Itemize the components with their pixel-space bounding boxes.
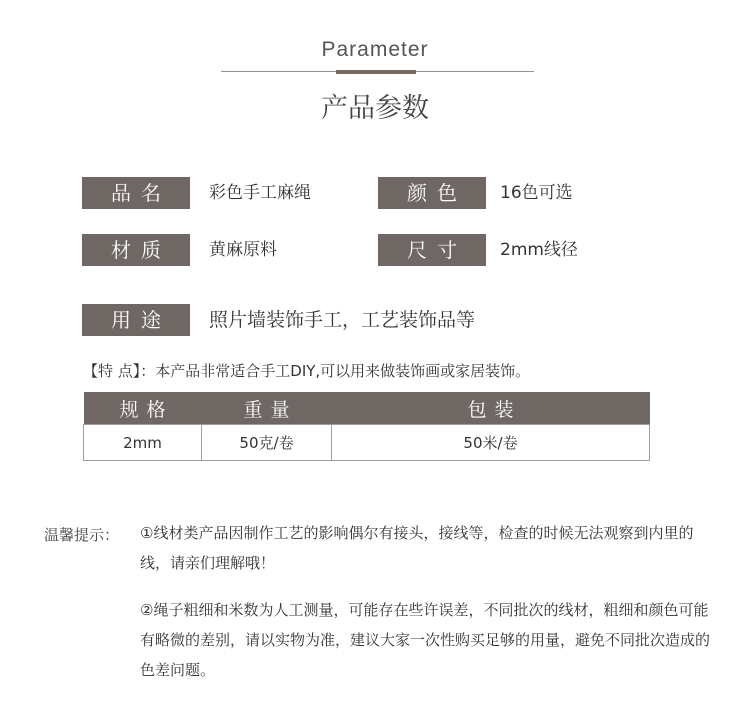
spec-header-package: 包装 <box>332 392 650 425</box>
tips-item-2: ②绳子粗细和米数为人工测量，可能存在些许误差，不同批次的线材，粗细和颜色可能有略微的差别，请以实物为准，建议大家一次性购买足够的用量，避免不同批次造成的色差问题。 <box>140 601 711 679</box>
param-color-value: 16色可选 <box>500 183 573 203</box>
param-size-label: 尺寸 <box>378 234 486 266</box>
param-material-value: 黄麻原料 <box>209 240 277 260</box>
param-name-label: 品名 <box>82 177 190 209</box>
spec-header-weight: 重量 <box>202 392 332 425</box>
param-usage-value: 照片墙装饰手工，工艺装饰品等 <box>209 309 476 331</box>
tips-item-1: ①线材类产品因制作工艺的影响偶尔有接头，接线等，检查的时候无法观察到内里的线，请亲们理解哦！ <box>140 524 694 572</box>
param-name-value: 彩色手工麻绳 <box>209 183 311 203</box>
param-material-label: 材质 <box>82 234 190 266</box>
features-text: 【特 点】：本产品非常适合手工DIY,可以用来做装饰画或家居装饰。 <box>83 362 531 380</box>
spec-table <box>83 392 650 461</box>
param-color-label: 颜色 <box>378 177 486 209</box>
spec-cell-package: 50米/卷 <box>332 425 650 461</box>
param-size-value: 2mm线径 <box>500 240 578 260</box>
header-title-en: Parameter <box>321 38 429 61</box>
spec-table-header-row <box>84 392 650 425</box>
spec-header-size: 规格 <box>84 392 202 425</box>
tips-label: 温馨提示： <box>44 526 120 544</box>
header-title-cn: 产品参数 <box>321 93 429 124</box>
table-row <box>84 425 650 461</box>
spec-cell-weight: 50克/卷 <box>202 425 332 461</box>
header-accent-bar <box>336 70 416 74</box>
spec-cell-size: 2mm <box>84 425 202 461</box>
param-usage-label: 用途 <box>82 304 190 336</box>
